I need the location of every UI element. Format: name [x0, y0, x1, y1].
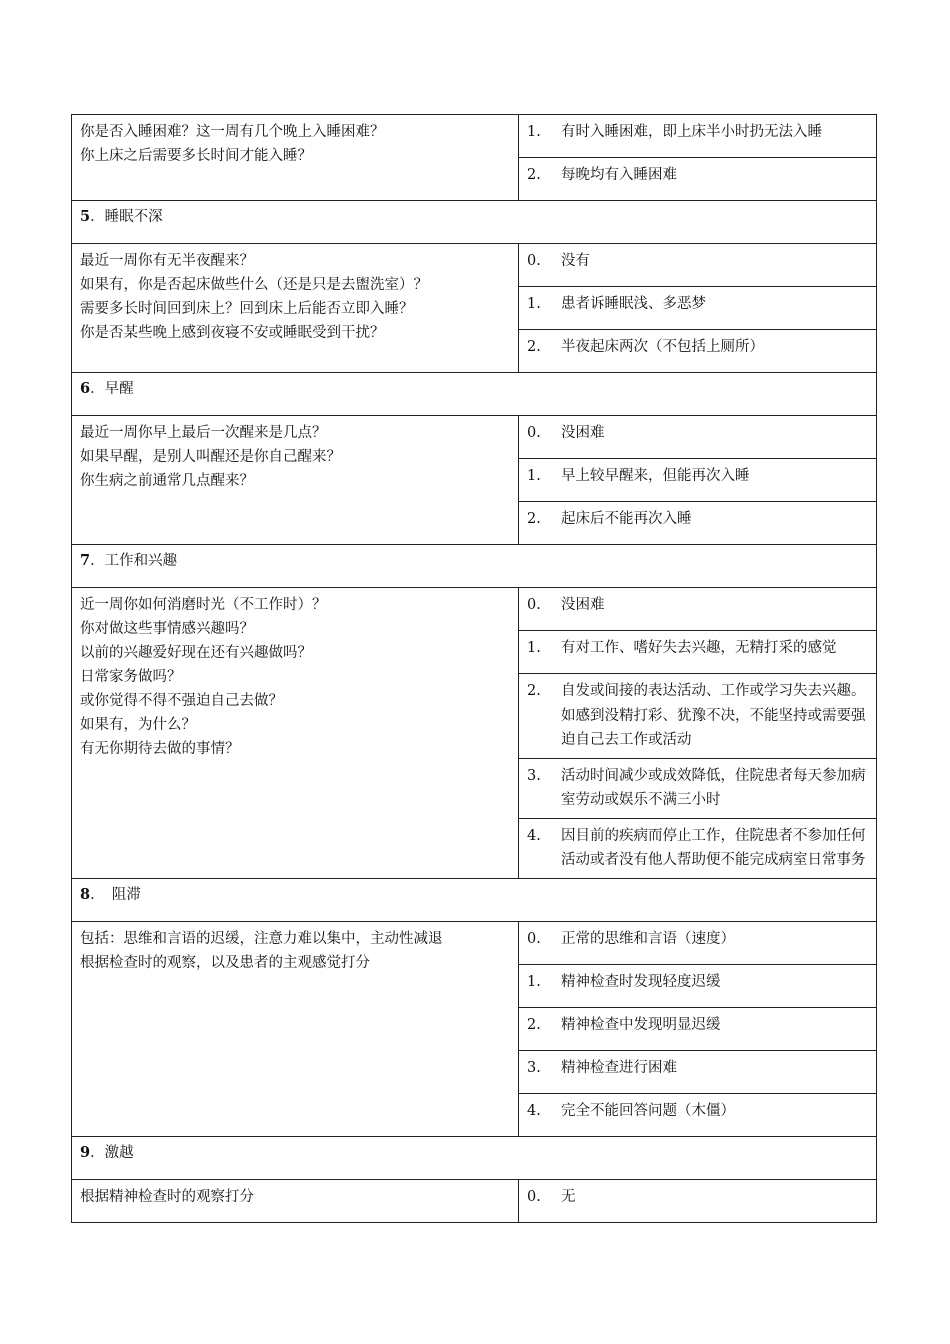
section-header-row: [72, 878, 877, 921]
question-line: 你生病之前通常几点醒来？: [80, 473, 254, 489]
question-line: 你是否某些晚上感到夜寝不安或睡眠受到干扰？: [80, 325, 385, 341]
question-cell: [72, 588, 519, 879]
question-cell: [72, 921, 519, 1136]
option-text: 精神检查时发现轻度迟缓: [561, 973, 721, 990]
option-cell: [519, 502, 877, 545]
question-line: 如果有，为什么？: [80, 717, 196, 733]
option-number: 1.: [527, 124, 541, 140]
option-number: 0.: [527, 425, 541, 441]
option-text: 精神检查中发现明显迟缓: [561, 1016, 721, 1033]
table-row: [72, 588, 877, 631]
option-number: 2.: [527, 1016, 541, 1033]
section-title: ．睡眠不深: [90, 209, 163, 225]
option-number: 0.: [527, 1188, 541, 1205]
option-text: 完全不能回答问题（木僵）: [561, 1102, 735, 1119]
question-cell: [72, 244, 519, 373]
option-cell: [519, 964, 877, 1007]
section-header: [72, 1136, 877, 1179]
question-line: 包括：思维和言语的迟缓，注意力难以集中，主动性减退: [80, 930, 443, 947]
section-header-row: [72, 1136, 877, 1179]
option-number: 1.: [527, 640, 541, 656]
option-text: 患者诉睡眠浅、多恶梦: [561, 296, 706, 312]
option-number: 4.: [527, 1102, 541, 1119]
question-cell: [72, 416, 519, 545]
option-cell: [519, 459, 877, 502]
section-number: 8: [80, 885, 91, 903]
section-header: [72, 878, 877, 921]
table-row: [72, 921, 877, 964]
section-number: 6: [80, 380, 91, 397]
option-cell: [519, 1050, 877, 1093]
section-header-row: [72, 201, 877, 244]
question-line: 如果有，你是否起床做些什么（还是只是去盥洗室）？: [80, 277, 428, 293]
question-line: 你上床之后需要多长时间才能入睡？: [80, 148, 312, 164]
section-number: 7: [80, 552, 91, 569]
question-line: 根据检查时的观察，以及患者的主观感觉打分: [80, 954, 370, 971]
question-line: 有无你期待去做的事情？: [80, 741, 240, 757]
option-number: 3.: [527, 767, 541, 784]
option-cell: [519, 330, 877, 373]
table-row: [72, 1179, 877, 1222]
section-header-row: [72, 545, 877, 588]
option-text: 因目前的疾病而停止工作，住院患者不参加任何活动或者没有他人帮助便不能完成病室日常事务: [561, 827, 866, 868]
question-cell: [72, 115, 519, 201]
option-number: 1.: [527, 973, 541, 990]
option-cell: [519, 287, 877, 330]
question-line: 需要多长时间回到床上？回到床上后能否立即入睡？: [80, 301, 414, 317]
question-line: 根据精神检查时的观察打分: [80, 1188, 254, 1205]
option-text: 没困难: [561, 597, 605, 613]
section-title: ． 阻滞: [90, 886, 141, 903]
option-text: 正常的思维和言语（速度）: [561, 930, 735, 947]
option-number: 2.: [527, 167, 541, 183]
section-title: ．激越: [90, 1144, 134, 1161]
option-text: 每晚均有入睡困难: [561, 167, 677, 183]
question-line: 近一周你如何消磨时光（不工作时）？: [80, 597, 327, 613]
option-number: 1.: [527, 468, 541, 484]
option-cell: [519, 818, 877, 878]
option-cell: [519, 758, 877, 818]
option-text: 自发或间接的表达活动、工作或学习失去兴趣。如感到没精打彩、犹豫不决，不能坚持或需要强迫自己去工作或活动: [561, 683, 866, 748]
option-cell: [519, 115, 877, 158]
option-number: 3.: [527, 1059, 541, 1076]
option-text: 早上较早醒来，但能再次入睡: [561, 468, 750, 484]
section-header: [72, 373, 877, 416]
question-line: 最近一周你有无半夜醒来？: [80, 253, 254, 269]
option-number: 0.: [527, 597, 541, 613]
option-cell: [519, 588, 877, 631]
question-cell: [72, 1179, 519, 1222]
table-row: [72, 244, 877, 287]
option-cell: [519, 631, 877, 674]
option-number: 1.: [527, 296, 541, 312]
section-header: [72, 201, 877, 244]
section-title: ．工作和兴趣: [90, 553, 178, 569]
section-number: 9: [80, 1143, 91, 1161]
question-line: 日常家务做吗？: [80, 669, 182, 685]
option-text: 没困难: [561, 425, 605, 441]
option-text: 没有: [561, 253, 590, 269]
table-row: [72, 115, 877, 158]
option-cell: [519, 1179, 877, 1222]
option-number: 0.: [527, 253, 541, 269]
option-text: 活动时间减少或成效降低，住院患者每天参加病室劳动或娱乐不满三小时: [561, 767, 866, 808]
table-row: [72, 416, 877, 459]
option-cell: [519, 158, 877, 201]
option-number: 2.: [527, 511, 541, 527]
option-text: 有时入睡困难，即上床半小时扔无法入睡: [561, 124, 822, 140]
option-text: 起床后不能再次入睡: [561, 511, 692, 527]
section-title: ．早醒: [90, 381, 134, 397]
option-cell: [519, 1093, 877, 1136]
option-cell: [519, 921, 877, 964]
option-number: 0.: [527, 930, 541, 947]
question-line: 最近一周你早上最后一次醒来是几点？: [80, 425, 327, 441]
option-number: 4.: [527, 827, 541, 844]
option-text: 半夜起床两次（不包括上厕所）: [561, 339, 764, 355]
section-header-row: [72, 373, 877, 416]
question-line: 以前的兴趣爱好现在还有兴趣做吗？: [80, 645, 312, 661]
section-number: 5: [80, 208, 91, 225]
rating-scale-table: [71, 114, 877, 1223]
option-text: 精神检查进行困难: [561, 1059, 677, 1076]
option-number: 2.: [527, 683, 541, 699]
question-line: 或你觉得不得不强迫自己去做？: [80, 693, 283, 709]
option-cell: [519, 416, 877, 459]
hamd-table-page: [71, 114, 877, 1223]
question-line: 你是否入睡困难？这一周有几个晚上入睡困难？: [80, 124, 385, 140]
option-cell: [519, 244, 877, 287]
question-line: 你对做这些事情感兴趣吗？: [80, 621, 254, 637]
section-header: [72, 545, 877, 588]
question-line: 如果早醒，是别人叫醒还是你自己醒来？: [80, 449, 341, 465]
option-number: 2.: [527, 339, 541, 355]
option-text: 有对工作、嗜好失去兴趣，无精打采的感觉: [561, 640, 837, 656]
option-text: 无: [561, 1188, 576, 1205]
option-cell: [519, 1007, 877, 1050]
option-cell: [519, 674, 877, 759]
